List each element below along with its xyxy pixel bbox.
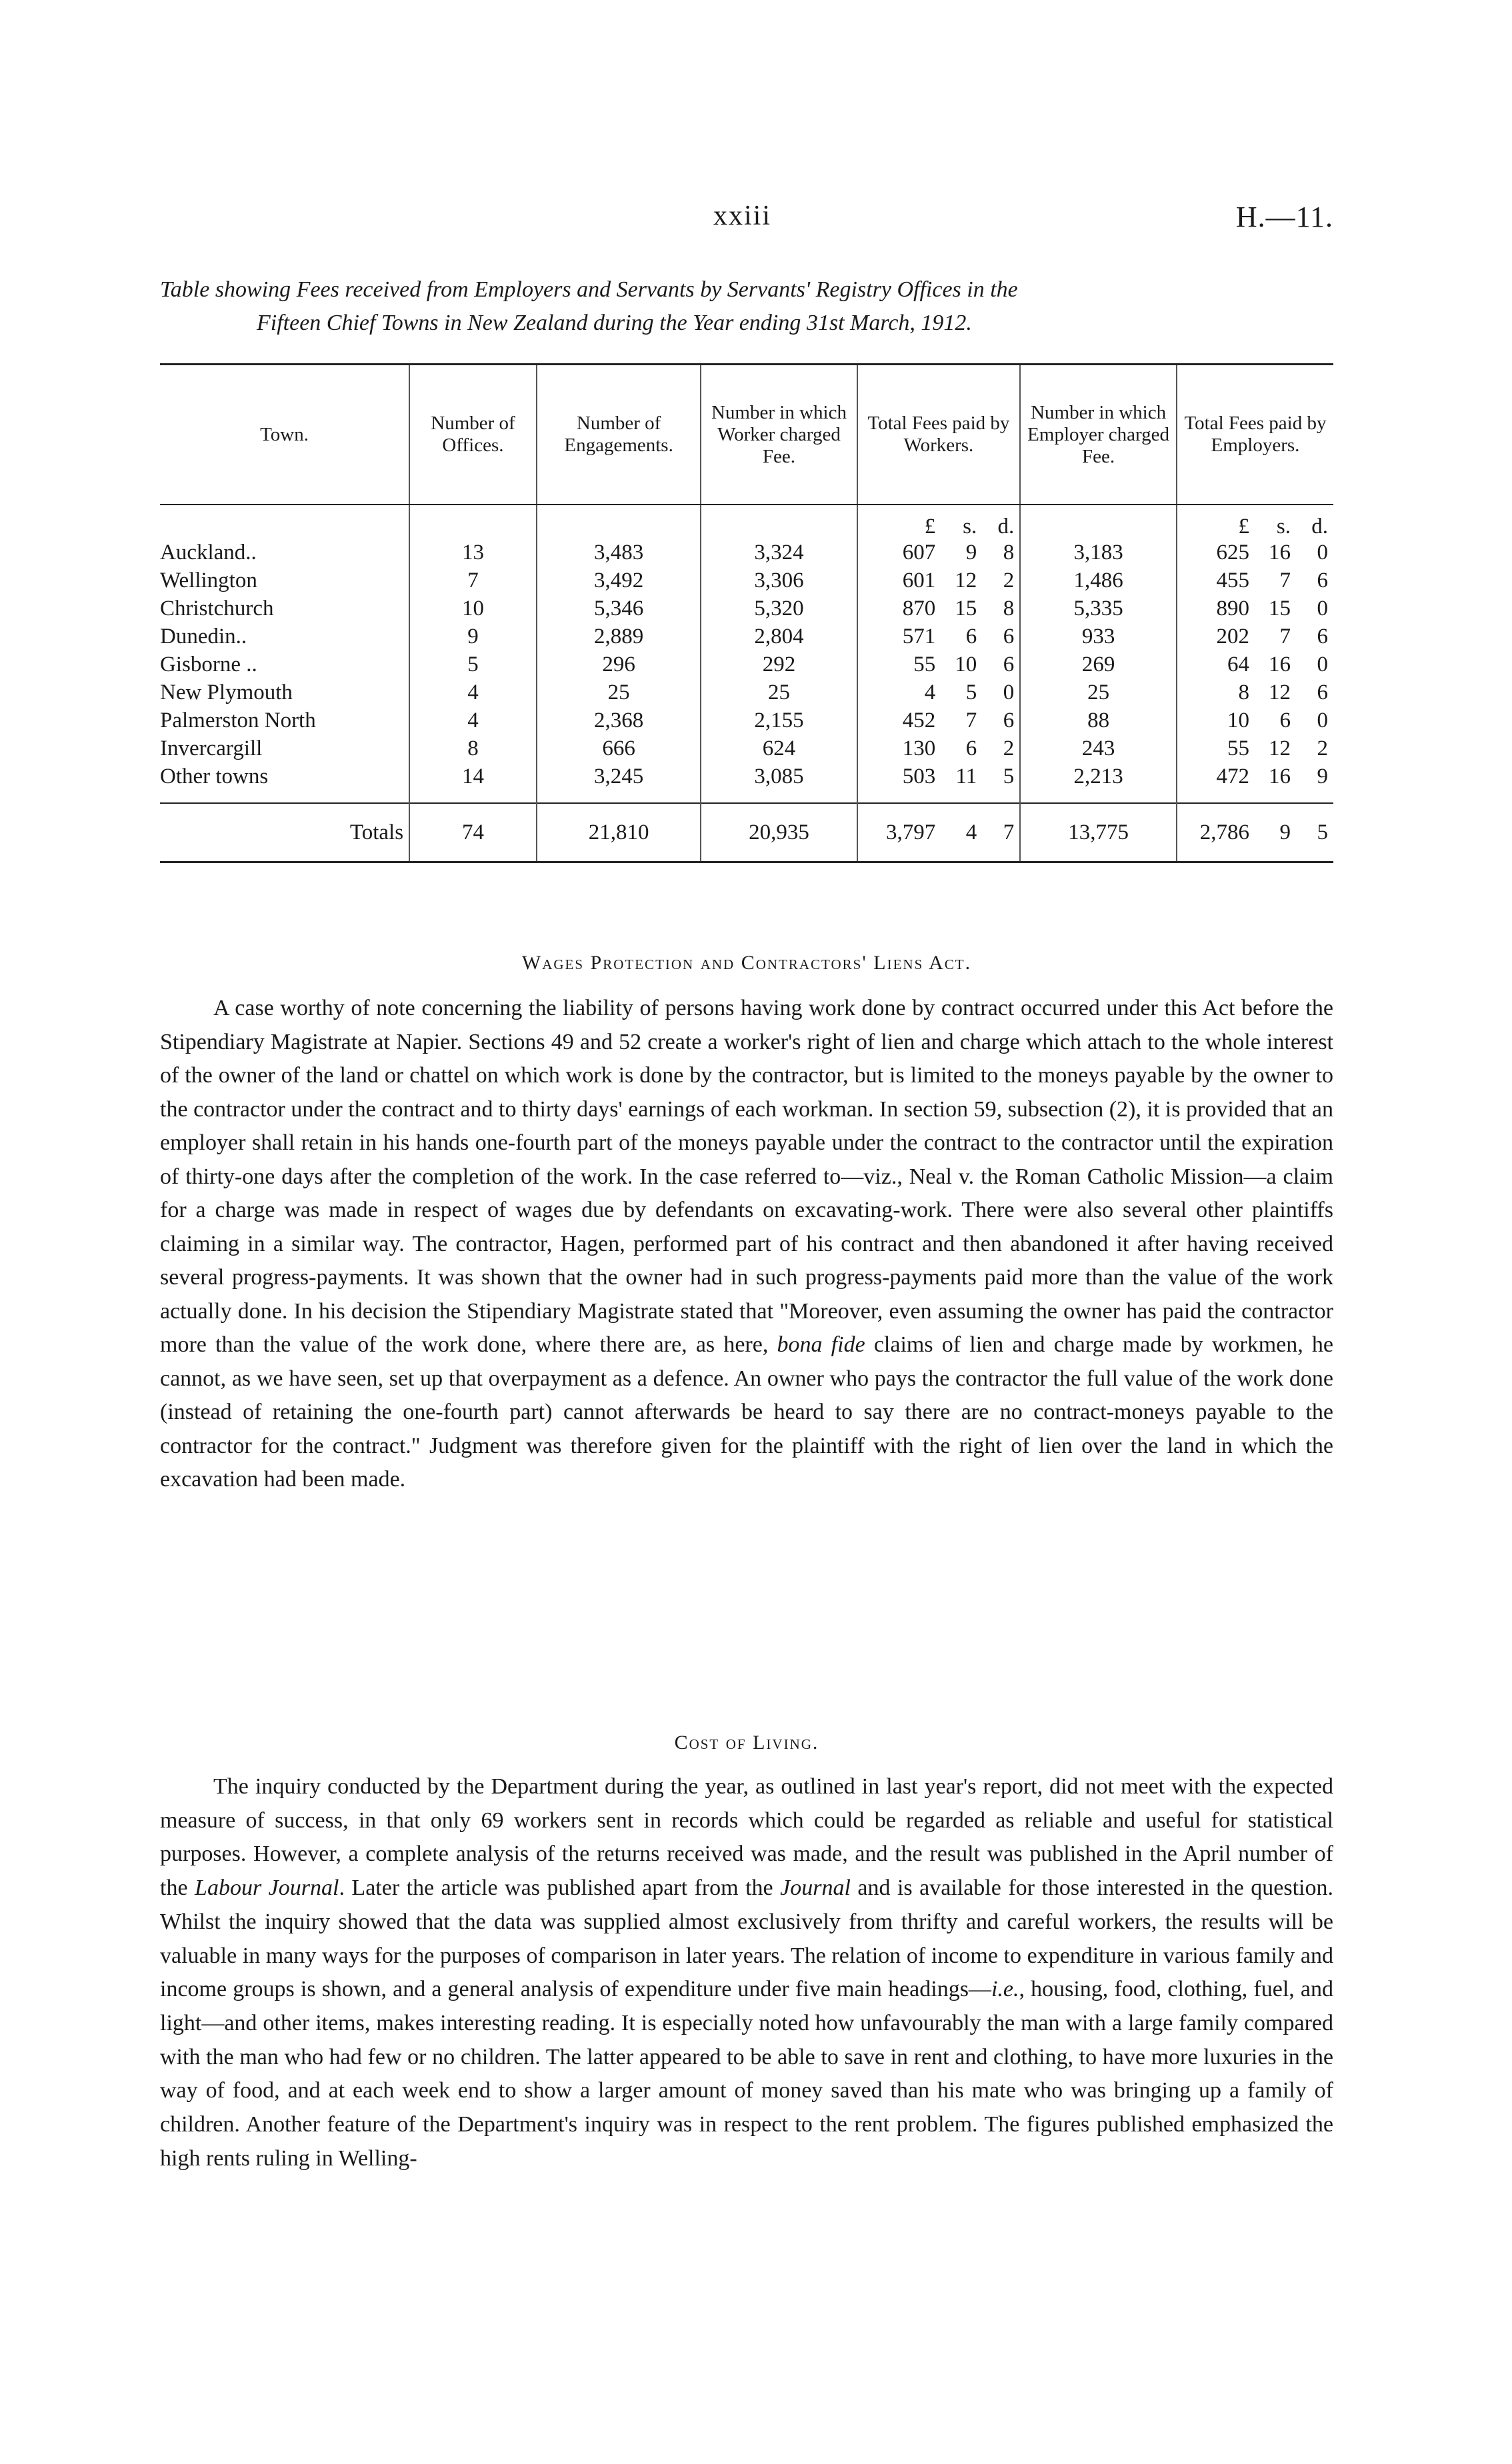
- cell-town: New Plymouth: [160, 680, 293, 704]
- cell-pounds: 4: [924, 680, 936, 704]
- section-title-wages: Wages Protection and Contractors' Liens Act.: [521, 952, 972, 974]
- cell-worker: 292: [701, 650, 857, 678]
- table-row: [160, 595, 1333, 622]
- cell-pence: 8: [1003, 597, 1015, 620]
- cell-employer: 1,486: [1020, 567, 1177, 595]
- unit-pounds: £: [1238, 515, 1249, 539]
- cell-engagements: 666: [537, 734, 701, 762]
- cell-engagements: 5,346: [537, 595, 701, 622]
- cell-employer: 243: [1020, 734, 1177, 762]
- cell-shillings: 16: [1269, 652, 1291, 676]
- page-number: xxiii: [713, 201, 772, 231]
- cell-pounds: 8: [1238, 680, 1249, 704]
- cell-pounds: 55: [1227, 736, 1249, 760]
- cell-pounds: 607: [902, 541, 936, 565]
- col-header-worker-charged: Number in which Worker charged Fee.: [701, 365, 857, 505]
- cell-pounds: 890: [1216, 597, 1249, 620]
- cell-town: Dunedin..: [160, 624, 247, 648]
- units-row: [160, 505, 1333, 539]
- cell-employer: 3,183: [1020, 539, 1177, 567]
- cell-pounds: 202: [1216, 624, 1249, 648]
- table-caption-line-1: Table showing Fees received from Employers and Servants by Servants' Registry Offices in the: [160, 277, 1018, 302]
- cell-town: Auckland..: [160, 541, 257, 565]
- table-row: [160, 734, 1333, 762]
- cell-offices: 7: [409, 567, 537, 595]
- unit-shillings: s.: [1276, 515, 1291, 539]
- cell-town: Palmerston North: [160, 708, 316, 732]
- cell-employer: 269: [1020, 650, 1177, 678]
- table-header-row: [160, 365, 1333, 505]
- totals-label: Totals: [160, 803, 409, 862]
- cell-shillings: 6: [965, 736, 977, 760]
- cell-pounds: 455: [1216, 569, 1249, 593]
- cell-engagements: 2,368: [537, 706, 701, 734]
- cell-pence: 0: [1003, 680, 1015, 704]
- cell-pence: 7: [1003, 820, 1015, 844]
- cell-shillings: 6: [1279, 708, 1291, 732]
- cell-town: Christchurch: [160, 597, 274, 620]
- cell-shillings: 11: [955, 764, 977, 788]
- cell-pence: 2: [1003, 569, 1015, 593]
- cell-engagements: 25: [537, 678, 701, 706]
- table-row: [160, 650, 1333, 678]
- cell-pence: 2: [1317, 736, 1328, 760]
- unit-pence: d.: [1311, 515, 1328, 539]
- cell-offices: 8: [409, 734, 537, 762]
- cell-shillings: 16: [1269, 541, 1291, 565]
- cell-town: Gisborne ..: [160, 652, 257, 676]
- cell-worker: 2,155: [701, 706, 857, 734]
- cell-shillings: 10: [955, 652, 977, 676]
- cell-pounds: 503: [902, 764, 936, 788]
- table-row: [160, 567, 1333, 595]
- table-row: [160, 539, 1333, 567]
- cell-pounds: 55: [913, 652, 936, 676]
- cell-employer: 933: [1020, 622, 1177, 650]
- cell-worker: 3,085: [701, 762, 857, 790]
- cell-employer: 88: [1020, 706, 1177, 734]
- col-header-offices: Number of Offices.: [409, 365, 537, 505]
- col-header-fees-workers: Total Fees paid by Workers.: [857, 365, 1021, 505]
- cell-pence: 6: [1003, 624, 1015, 648]
- cell-worker: 3,306: [701, 567, 857, 595]
- total-employer: 13,775: [1020, 803, 1177, 862]
- table-row: [160, 762, 1333, 790]
- cell-offices: 5: [409, 650, 537, 678]
- col-header-employer-charged: Number in which Employer charged Fee.: [1020, 365, 1177, 505]
- cell-pounds: 571: [902, 624, 936, 648]
- total-engagements: 21,810: [537, 803, 701, 862]
- cell-pence: 6: [1003, 708, 1015, 732]
- cell-pence: 8: [1003, 541, 1015, 565]
- cell-engagements: 2,889: [537, 622, 701, 650]
- cell-shillings: 15: [1269, 597, 1291, 620]
- cell-shillings: 9: [1279, 820, 1291, 844]
- cell-pence: 0: [1317, 708, 1328, 732]
- col-header-engagements: Number of Engagements.: [537, 365, 701, 505]
- cell-offices: 9: [409, 622, 537, 650]
- cell-shillings: 7: [1279, 569, 1291, 593]
- table-row: [160, 622, 1333, 650]
- fees-table: [160, 363, 1333, 863]
- col-header-fees-employers: Total Fees paid by Employers.: [1177, 365, 1333, 505]
- cell-offices: 13: [409, 539, 537, 567]
- total-worker: 20,935: [701, 803, 857, 862]
- cell-pounds: 452: [902, 708, 936, 732]
- cell-employer: 2,213: [1020, 762, 1177, 790]
- section-title-cost-of-living: Cost of Living.: [674, 1732, 819, 1754]
- table-caption: [160, 273, 1333, 340]
- cell-shillings: 12: [955, 569, 977, 593]
- cell-pence: 6: [1003, 652, 1015, 676]
- cell-shillings: 7: [965, 708, 977, 732]
- cell-pounds: 472: [1216, 764, 1249, 788]
- cell-pence: 5: [1317, 820, 1328, 844]
- cell-worker: 624: [701, 734, 857, 762]
- cell-engagements: 3,245: [537, 762, 701, 790]
- unit-shillings: s.: [963, 515, 977, 539]
- cell-pence: 5: [1003, 764, 1015, 788]
- document-reference: H.—11.: [1235, 201, 1333, 233]
- section-body-cost-of-living: The inquiry conducted by the Department during the year, as outlined in last year's report, did not meet with the expected measure of success, in that only 69 workers sent in records which could be regarded as reliable and useful for statistical purposes. However, a complete analysis of the returns received was made, and the result was published in the April number of the Labour Journal. Later the article was published apart from the Journal and is available for those interested in the question. Whilst the inquiry showed that the data was supplied almost exclusively from thrifty and careful workers, the results will be valuable in many ways for the purposes of comparison in later years. The relation of income to expenditure in various family and income groups is shown, and a general analysis of expenditure under five main headings—i.e., housing, food, clothing, fuel, and light—and other items, makes interesting reading. It is especially noted how unfavourably the man with a large family compared with the man who had few or no children. The latter appeared to be able to save in rent and clothing, to have more luxuries in the way of food, and at each week end to show a larger amount of money saved than his mate who was bringing up a family of children. Another feature of the Department's inquiry was in respect to the rent problem. The figures published emphasized the high rents ruling in Welling-: [160, 1774, 1334, 2171]
- cell-worker: 2,804: [701, 622, 857, 650]
- totals-row: [160, 803, 1333, 862]
- cell-employer: 25: [1020, 678, 1177, 706]
- cell-pounds: 130: [902, 736, 936, 760]
- cell-pence: 0: [1317, 652, 1328, 676]
- cell-engagements: 3,483: [537, 539, 701, 567]
- cell-shillings: 16: [1269, 764, 1291, 788]
- cell-pence: 6: [1317, 569, 1328, 593]
- cell-shillings: 7: [1279, 624, 1291, 648]
- cell-town: Invercargill: [160, 736, 263, 760]
- cell-shillings: 5: [965, 680, 977, 704]
- cell-worker: 5,320: [701, 595, 857, 622]
- section-body-wages: A case worthy of note concerning the liability of persons having work done by contract occurred under this Act before the Stipendiary Magistrate at Napier. Sections 49 and 52 create a worker's right of lien and charge which attach to the whole interest of the owner of the land or chattel on which work is done by the contractor, but is limited to the moneys payable by the owner to the contractor under the contract and to thirty days' earnings of each workman. In section 59, subsection (2), it is provided that an employer shall retain in his hands one-fourth part of the moneys payable under the contract to the contractor until the expiration of thirty-one days after the completion of the work. In the case referred to—viz., Neal v. the Roman Catholic Mission—a claim for a charge was made in respect of wages due by defendants on excavating-work. There were also several other plaintiffs claiming in a similar way. The contractor, Hagen, performed part of his contract and then abandoned it after having received several progress-payments. It was shown that the owner had in such progress-payments paid more than the value of the work actually done. In his decision the Stipendiary Magistrate stated that "Moreover, even assuming the owner has paid the contractor more than the value of the work done, where there are, as here, bona fide claims of lien and charge made by workmen, he cannot, as we have seen, set up that overpayment as a defence. An owner who pays the contractor the full value of the work done (instead of retaining the one-fourth part) cannot afterwards be heard to say there are no contract-moneys payable to the contractor for the contract." Judgment was therefore given for the plaintiff with the right of lien over the land in which the excavation had been made.: [160, 996, 1334, 1492]
- cell-shillings: 6: [965, 624, 977, 648]
- cell-town: Wellington: [160, 569, 257, 593]
- unit-pounds: £: [924, 515, 936, 539]
- cell-offices: 4: [409, 706, 537, 734]
- cell-worker: 25: [701, 678, 857, 706]
- cell-pence: 0: [1317, 597, 1328, 620]
- page-header: [160, 200, 1333, 240]
- cell-pence: 6: [1317, 680, 1328, 704]
- unit-pence: d.: [997, 515, 1015, 539]
- cell-offices: 4: [409, 678, 537, 706]
- cell-town: Other towns: [160, 764, 269, 788]
- cell-shillings: 9: [965, 541, 977, 565]
- cell-pounds: 601: [902, 569, 936, 593]
- table-row: [160, 678, 1333, 706]
- cell-pounds: 2,786: [1199, 820, 1249, 844]
- col-header-town: Town.: [160, 365, 409, 505]
- cell-shillings: 15: [955, 597, 977, 620]
- cell-pence: 9: [1317, 764, 1328, 788]
- table-caption-line-2: Fifteen Chief Towns in New Zealand during the Year ending 31st March, 1912.: [257, 311, 972, 335]
- cell-employer: 5,335: [1020, 595, 1177, 622]
- cell-engagements: 296: [537, 650, 701, 678]
- cell-offices: 10: [409, 595, 537, 622]
- cell-pounds: 64: [1227, 652, 1249, 676]
- cell-pence: 2: [1003, 736, 1015, 760]
- table-row: [160, 706, 1333, 734]
- cell-shillings: 12: [1269, 736, 1291, 760]
- cell-engagements: 3,492: [537, 567, 701, 595]
- cell-pence: 6: [1317, 624, 1328, 648]
- cell-shillings: 4: [965, 820, 977, 844]
- cell-offices: 14: [409, 762, 537, 790]
- cell-pounds: 10: [1227, 708, 1249, 732]
- cell-pence: 0: [1317, 541, 1328, 565]
- cell-shillings: 12: [1269, 680, 1291, 704]
- cell-worker: 3,324: [701, 539, 857, 567]
- italic-phrase: bona fide: [777, 1332, 865, 1357]
- cell-pounds: 870: [902, 597, 936, 620]
- cell-pounds: 625: [1216, 541, 1249, 565]
- total-offices: 74: [409, 803, 537, 862]
- cell-pounds: 3,797: [885, 820, 936, 844]
